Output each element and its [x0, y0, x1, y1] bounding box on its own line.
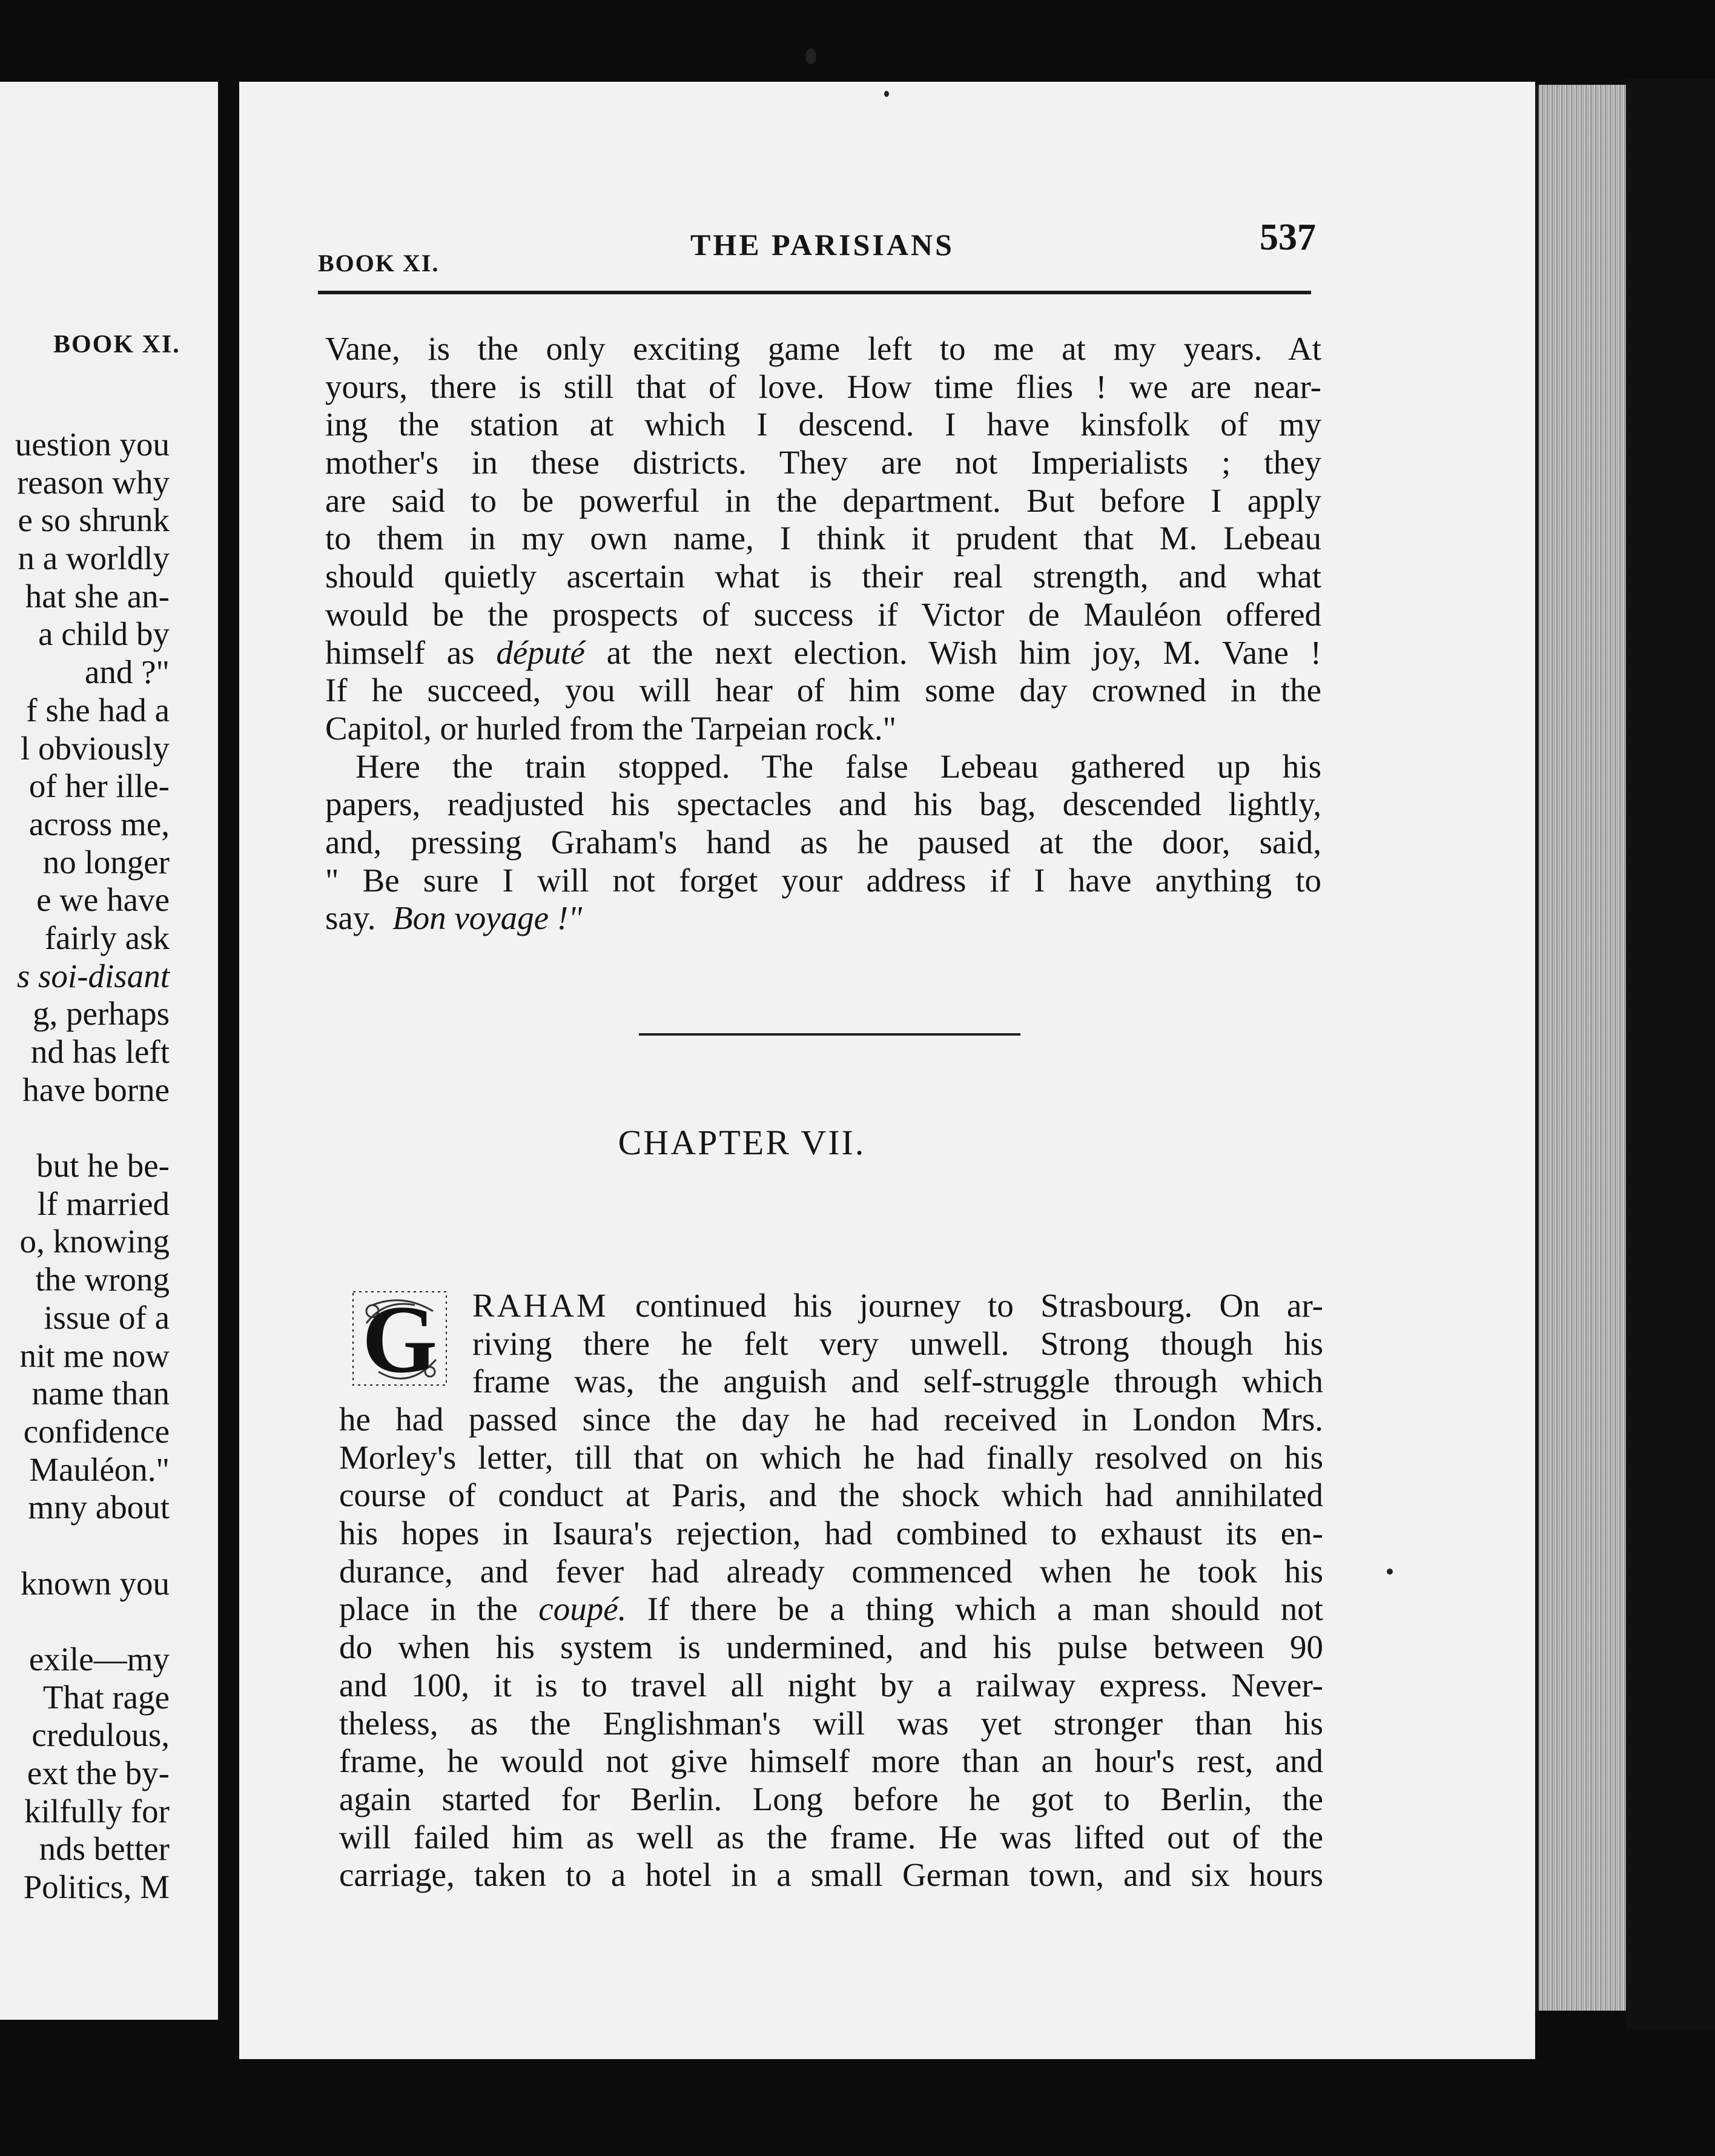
text-line: carriage, taken to a hotel in a small German town, and six hours: [339, 1856, 1323, 1894]
left-page-line: but he be-: [36, 1147, 170, 1185]
left-page-line: nd has left: [30, 1033, 170, 1070]
text-line: again started for Berlin. Long before he got to Berlin, the: [339, 1780, 1323, 1817]
left-page-line: Mauléon.": [29, 1450, 170, 1488]
text-line: should quietly ascertain what is their real strength, and what: [325, 558, 1321, 595]
left-page-line: nit me now: [19, 1337, 170, 1374]
left-page-line: o, knowing: [19, 1223, 170, 1260]
italic-word: député: [496, 633, 585, 671]
small-caps-word: RAHAM: [472, 1287, 609, 1324]
left-page-line: e so shrunk: [18, 501, 170, 539]
text-line: Morley's letter, till that on which he had finally resolved on his: [339, 1438, 1323, 1476]
text-line: will failed him as well as the frame. He was lifted out of the: [339, 1818, 1323, 1856]
text-line: papers, readjusted his spectacles and his bag, descended lightly,: [325, 785, 1321, 823]
text-line: Vane, is the only exciting game left to me at my years. At: [325, 330, 1321, 367]
text-line: course of conduct at Paris, and the shock which had annihilated: [339, 1476, 1323, 1514]
text-line: frame, he would not give himself more than an hour's rest, and: [339, 1742, 1323, 1780]
text-line: If he succeed, you will hear of him some day crowned in the: [325, 672, 1321, 709]
left-page-line: f she had a: [26, 691, 170, 729]
text-line: Here the train stopped. The false Lebeau gathered up his: [355, 747, 1321, 785]
left-page-line: lf married: [37, 1185, 170, 1222]
left-page-line: ext the by-: [27, 1754, 170, 1792]
left-page-line: the wrong: [35, 1261, 170, 1298]
running-head-book: BOOK XI.: [318, 250, 440, 277]
left-page-line: kilfully for: [24, 1792, 170, 1830]
text-line: theless, as the Englishman's will was yet stronger than his: [339, 1704, 1323, 1742]
scan-speck: [805, 48, 816, 64]
left-page-line: That rage: [42, 1678, 170, 1716]
text-line: to them in my own name, I think it prudent that M. Lebeau: [325, 520, 1321, 557]
text-line: [325, 634, 1321, 672]
chapter-opening-lines: [472, 1287, 1323, 1401]
left-page-line: have borne: [22, 1071, 170, 1108]
left-page-line: l obviously: [21, 729, 170, 767]
text-line: [325, 899, 1321, 937]
drop-cap-letter: G: [362, 1287, 438, 1390]
italic-word: coupé.: [538, 1590, 627, 1628]
left-page-fragment: [0, 82, 218, 2020]
text-line: frame was, the anguish and self-struggle through which: [472, 1363, 1323, 1400]
left-page-header: BOOK XI.: [53, 331, 180, 359]
left-page-line: uestion you: [15, 426, 170, 463]
left-page-line: [15, 1602, 170, 1641]
left-page-line: nds better: [39, 1830, 170, 1868]
left-page-line: [15, 1527, 170, 1565]
left-page-line: Politics, M: [23, 1868, 170, 1906]
left-page-line: exile—my: [28, 1641, 170, 1678]
left-page-line: of her ille-: [28, 767, 170, 805]
left-page-line: mny about: [28, 1489, 170, 1526]
left-page-line: [15, 1109, 170, 1147]
chapter-heading: CHAPTER VII.: [618, 1123, 866, 1162]
text-segment: place in the: [339, 1590, 518, 1628]
text-line: " Be sure I will not forget your address if I have anything to: [325, 861, 1321, 899]
left-page-line: issue of a: [44, 1298, 170, 1336]
continuing-paragraph: [325, 330, 1321, 937]
left-page-line: e we have: [36, 881, 170, 919]
text-line: riving there he felt very unwell. Strong though his: [472, 1324, 1323, 1362]
ornamental-drop-cap: [348, 1287, 451, 1390]
left-page-line: a child by: [38, 615, 170, 653]
text-line: [472, 1287, 1323, 1325]
chapter-paragraph: [339, 1401, 1323, 1894]
left-page-line: g, perhaps: [32, 995, 170, 1033]
text-line: he had passed since the day he had received in London Mrs.: [339, 1401, 1323, 1438]
text-line: and 100, it is to travel all night by a railway express. Never-: [339, 1666, 1323, 1704]
scan-speck: [1387, 1569, 1393, 1575]
running-head-title: THE PARISIANS: [690, 228, 954, 262]
text-segment: If there be a thing which a man should not: [626, 1590, 1324, 1628]
left-page-line: reason why: [16, 463, 170, 501]
left-page-line: and ?": [84, 653, 170, 691]
left-page-line: no longer: [42, 843, 170, 881]
text-line: ing the station at which I descend. I have kinsfolk of my: [325, 406, 1321, 443]
text-line: do when his system is undermined, and his pulse between 90: [339, 1629, 1323, 1666]
right-page: [239, 82, 1535, 2059]
text-segment: himself as: [325, 633, 475, 671]
section-divider-rule: [639, 1033, 1020, 1036]
text-line: Capitol, or hurled from the Tarpeian rock.": [325, 709, 897, 747]
left-page-line: known you: [21, 1564, 170, 1602]
text-segment: at the next election. Wish him joy, M. Vane !: [606, 633, 1322, 671]
text-line: yours, there is still that of love. How time flies ! we are near-: [325, 368, 1321, 405]
text-segment: say.: [325, 899, 376, 937]
text-line: durance, and fever had already commenced when he took his: [339, 1552, 1323, 1590]
text-line: [339, 1590, 1323, 1629]
left-page-line: name than: [31, 1375, 170, 1412]
left-page-line: fairly ask: [44, 919, 170, 956]
page-number: 537: [1260, 217, 1316, 258]
header-rule: [318, 291, 1311, 294]
left-page-line: n a worldly: [18, 540, 170, 577]
text-line: would be the prospects of success if Victor de Mauléon offered: [325, 595, 1321, 633]
page-edges: [1535, 85, 1630, 2011]
text-line: are said to be powerful in the department. But before I apply: [325, 481, 1321, 519]
left-page-line: credulous,: [31, 1716, 170, 1754]
left-page-line: confidence: [23, 1412, 170, 1450]
text-line: mother's in these districts. They are not Imperialists ; they: [325, 444, 1321, 481]
text-line: and, pressing Graham's hand as he paused at the door, said,: [325, 823, 1321, 861]
left-page-text: [15, 426, 170, 1906]
italic-phrase: Bon voyage !": [392, 899, 583, 937]
left-page-line: hat she an-: [25, 577, 170, 615]
book-spine-shadow: [1626, 79, 1715, 2029]
text-segment: continued his journey to Strasbourg. On ar-: [608, 1287, 1323, 1324]
text-line: his hopes in Isaura's rejection, had combined to exhaust its en-: [339, 1515, 1323, 1552]
left-page-line: s soi-disant: [16, 957, 170, 994]
scan-speck: [884, 91, 889, 97]
left-page-line: across me,: [28, 805, 170, 842]
